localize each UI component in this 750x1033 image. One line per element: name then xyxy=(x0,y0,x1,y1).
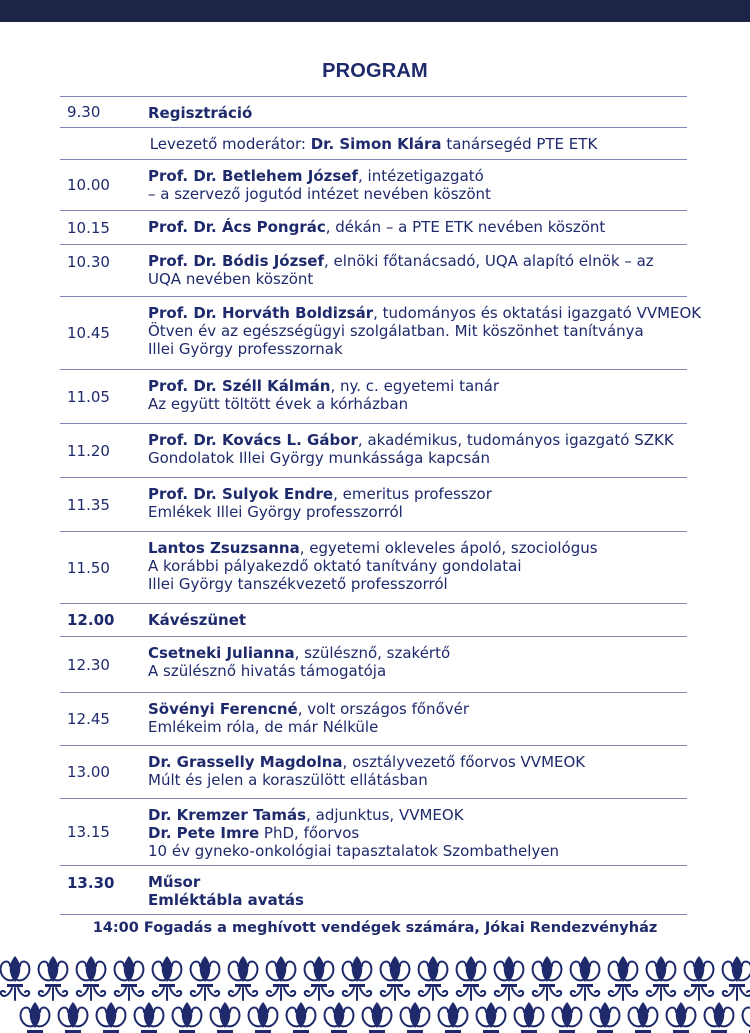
program-row xyxy=(60,210,687,244)
row-name: Prof. Dr. Bódis József xyxy=(148,252,324,270)
fleur-de-lis-icon xyxy=(401,1002,430,1033)
fleur-de-lis-pattern xyxy=(0,952,750,1033)
fleur-de-lis-icon xyxy=(305,956,334,1000)
row-content xyxy=(148,97,687,122)
row-text: , dékán – a PTE ETK nevében köszönt xyxy=(325,218,606,236)
row-line xyxy=(148,218,687,236)
fleur-de-lis-icon xyxy=(39,956,68,1000)
row-line xyxy=(148,431,687,449)
moderator-label: Levezető moderátor: xyxy=(149,135,311,153)
row-content xyxy=(148,799,687,860)
row-content xyxy=(148,245,687,288)
row-name: Műsor xyxy=(148,873,201,891)
fleur-de-lis-icon xyxy=(629,1002,658,1033)
fleur-de-lis-icon xyxy=(667,1002,696,1033)
row-line xyxy=(148,304,702,322)
fleur-de-lis-icon xyxy=(191,956,220,1000)
row-line xyxy=(148,104,687,122)
fleur-de-lis-icon xyxy=(21,1002,50,1033)
fleur-de-lis-icon xyxy=(325,1002,354,1033)
fleur-de-lis-icon xyxy=(173,1002,202,1033)
moderator-name: Dr. Simon Klára xyxy=(310,135,442,153)
fleur-de-lis-icon xyxy=(135,1002,164,1033)
row-line: A szülésznő hivatás támogatója xyxy=(148,662,387,680)
program-row xyxy=(60,745,687,798)
fleur-de-lis-icon xyxy=(477,1002,506,1033)
row-line: Illei György tanszékvezető professzorról xyxy=(148,575,448,593)
row-line xyxy=(148,644,687,662)
row-name: Prof. Dr. Ács Pongrác xyxy=(148,218,326,236)
fleur-de-lis-icon xyxy=(229,956,258,1000)
fleur-de-lis-icon xyxy=(153,956,182,1000)
row-line xyxy=(148,753,687,771)
fleur-de-lis-icon xyxy=(97,1002,126,1033)
row-line: Ötven év az egészségügyi szolgálatban. Mit köszönhet tanítványa xyxy=(148,322,644,340)
row-text: , egyetemi okleveles ápoló, szociológus xyxy=(299,539,598,557)
program-row xyxy=(60,96,687,127)
row-name: Prof. Dr. Horváth Boldizsár xyxy=(148,304,374,322)
program-row xyxy=(60,477,687,531)
row-line: Múlt és jelen a koraszülött ellátásban xyxy=(148,771,428,789)
fleur-de-lis-icon xyxy=(249,1002,278,1033)
row-text: , akadémikus, tudományos igazgató SZKK xyxy=(357,431,674,449)
row-name: Dr. Pete Imre xyxy=(148,824,260,842)
reception-note: 14:00 Fogadás a meghívott vendégek számára, Jókai Rendezvényház xyxy=(92,920,658,936)
row-text: , emeritus professzor xyxy=(333,485,492,503)
fleur-de-lis-icon xyxy=(495,956,524,1000)
row-line xyxy=(148,873,687,891)
row-line xyxy=(148,806,687,824)
row-content xyxy=(148,746,687,789)
row-content xyxy=(148,478,687,521)
row-line: A korábbi pályakezdő oktató tanítvány gondolatai xyxy=(148,557,522,575)
row-name: Dr. Grasselly Magdolna xyxy=(148,753,343,771)
row-line xyxy=(148,611,687,629)
row-time: 10.00 xyxy=(67,176,110,194)
fleur-de-lis-icon xyxy=(211,1002,240,1033)
fleur-de-lis-icon xyxy=(553,1002,582,1033)
row-content xyxy=(148,160,687,203)
row-content xyxy=(148,693,687,736)
row-name: Prof. Dr. Kovács L. Gábor xyxy=(148,431,358,449)
program-row xyxy=(60,865,687,915)
program-row xyxy=(60,636,687,692)
row-line xyxy=(148,891,687,909)
row-text: , adjunktus, VVMEOK xyxy=(306,806,464,824)
fleur-de-lis-icon xyxy=(723,956,750,1000)
row-time: 11.20 xyxy=(67,441,110,460)
row-time: 11.35 xyxy=(67,495,110,514)
top-bar xyxy=(0,0,750,22)
fleur-de-lis-icon xyxy=(59,1002,88,1033)
row-text: , ny. c. egyetemi tanár xyxy=(330,377,500,395)
program-row xyxy=(60,369,687,423)
row-text: , tudományos és oktatási igazgató VVMEOK xyxy=(373,304,702,322)
row-time: 13.15 xyxy=(67,823,110,841)
row-name: Prof. Dr. Széll Kálmán xyxy=(148,377,331,395)
row-text: , szülésznő, szakértő xyxy=(294,644,451,662)
program-row xyxy=(60,603,687,636)
row-content xyxy=(148,211,687,236)
row-time: 13.30 xyxy=(67,874,115,892)
fleur-de-lis-icon xyxy=(1,956,30,1000)
row-line: Illei György professzornak xyxy=(148,340,343,358)
row-time: 10.30 xyxy=(67,253,110,271)
row-text: , volt országos főnővér xyxy=(297,700,470,718)
row-line: Emlékek Illei György professzorról xyxy=(148,503,403,521)
program-row xyxy=(60,244,687,296)
row-text: , elnöki főtanácsadó, UQA alapító elnök – az xyxy=(323,252,654,270)
row-line xyxy=(148,377,687,395)
row-line: UQA nevében köszönt xyxy=(148,270,314,288)
row-line xyxy=(148,539,687,557)
fleur-de-lis-icon xyxy=(685,956,714,1000)
fleur-de-lis-icon xyxy=(591,1002,620,1033)
moderator-title: tanársegéd PTE ETK xyxy=(441,135,598,153)
row-time: 12.30 xyxy=(67,655,110,674)
fleur-de-lis-icon xyxy=(705,1002,734,1033)
fleur-de-lis-icon xyxy=(439,1002,468,1033)
row-content xyxy=(148,297,702,358)
row-text: , osztályvezető főorvos VVMEOK xyxy=(342,753,586,771)
moderator-line xyxy=(60,128,687,153)
row-line xyxy=(148,485,687,503)
row-name: Dr. Kremzer Tamás xyxy=(148,806,307,824)
fleur-de-lis-icon xyxy=(647,956,676,1000)
program-row xyxy=(60,159,687,210)
fleur-de-lis-icon xyxy=(419,956,448,1000)
program-row xyxy=(60,531,687,603)
fleur-de-lis-icon xyxy=(515,1002,544,1033)
row-time: 11.05 xyxy=(67,387,110,406)
row-line: Gondolatok Illei György munkássága kapcsán xyxy=(148,449,490,467)
row-line: – a szervező jogutód intézet nevében köszönt xyxy=(148,185,491,203)
row-line xyxy=(148,824,687,842)
row-text: PhD, főorvos xyxy=(259,824,360,842)
row-content xyxy=(148,424,687,467)
row-name: Prof. Dr. Sulyok Endre xyxy=(148,485,334,503)
fleur-de-lis-icon xyxy=(533,956,562,1000)
row-time: 13.00 xyxy=(67,763,110,781)
row-content xyxy=(148,604,687,629)
row-line: Emlékeim róla, de már Nélküle xyxy=(148,718,379,736)
fleur-de-lis-icon xyxy=(609,956,638,1000)
row-content xyxy=(148,866,687,909)
program-row xyxy=(60,692,687,745)
fleur-de-lis-icon xyxy=(287,1002,316,1033)
row-line xyxy=(148,167,687,185)
row-name: Csetneki Julianna xyxy=(148,644,295,662)
fleur-de-lis-icon xyxy=(457,956,486,1000)
row-time: 12.00 xyxy=(67,611,115,629)
program-row xyxy=(60,798,687,865)
row-time: 11.50 xyxy=(67,558,110,577)
moderator-row xyxy=(60,127,687,159)
fleur-de-lis-icon xyxy=(77,956,106,1000)
row-line: 10 év gyneko-onkológiai tapasztalatok Szombathelyen xyxy=(148,842,560,860)
row-time: 10.15 xyxy=(67,218,110,237)
row-content xyxy=(148,532,687,593)
row-time: 10.45 xyxy=(67,324,110,342)
row-content xyxy=(148,370,687,413)
row-name: Prof. Dr. Betlehem József xyxy=(148,167,358,185)
row-line xyxy=(148,700,687,718)
fleur-de-lis-icon xyxy=(381,956,410,1000)
row-name: Regisztráció xyxy=(148,104,253,122)
row-line: Az együtt töltött évek a kórházban xyxy=(148,395,409,413)
row-time: 9.30 xyxy=(67,103,101,121)
fleur-de-lis-icon xyxy=(571,956,600,1000)
row-name: Sövényi Ferencné xyxy=(148,700,298,718)
row-text: , intézetigazgató xyxy=(358,167,484,185)
page-title: PROGRAM xyxy=(322,60,428,82)
row-name: Lantos Zsuzsanna xyxy=(148,539,300,557)
row-name: Kávészünet xyxy=(148,611,247,629)
fleur-de-lis-icon xyxy=(363,1002,392,1033)
row-content xyxy=(148,637,687,680)
row-line xyxy=(148,252,687,270)
program-table xyxy=(60,96,702,915)
row-name: Emléktábla avatás xyxy=(148,891,304,909)
program-row xyxy=(60,296,702,369)
fleur-de-lis-icon xyxy=(267,956,296,1000)
fleur-de-lis-icon xyxy=(743,1002,750,1033)
fleur-de-lis-icon xyxy=(115,956,144,1000)
fleur-de-lis-icon xyxy=(343,956,372,1000)
program-row xyxy=(60,423,687,477)
row-time: 12.45 xyxy=(67,710,110,728)
